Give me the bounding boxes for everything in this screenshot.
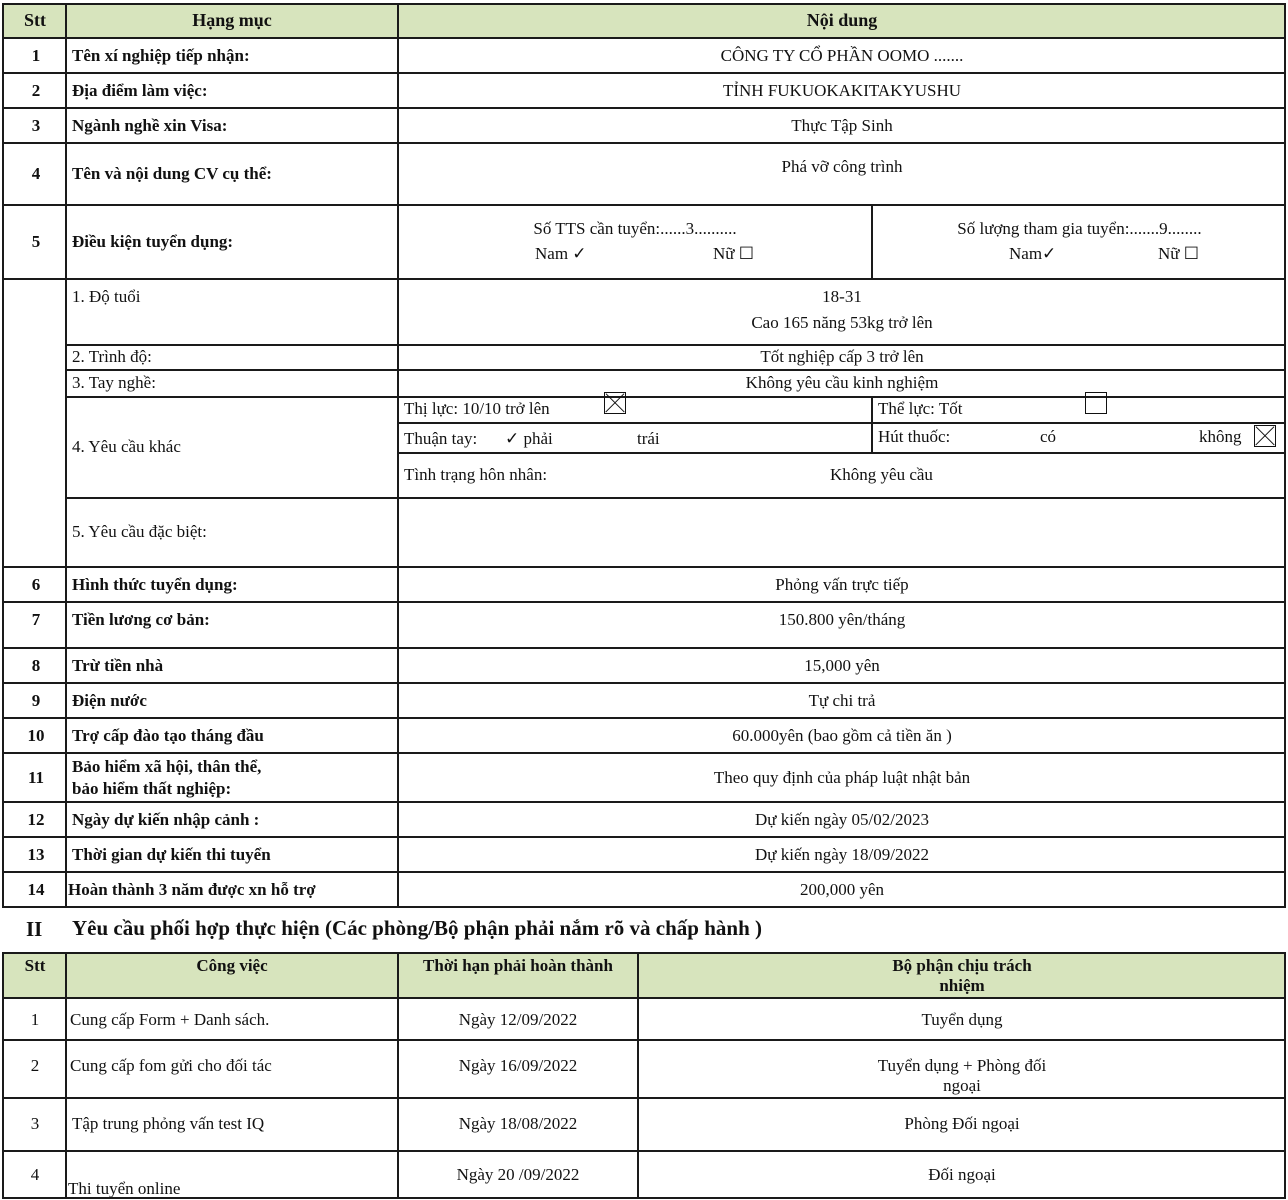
trainees-needed: Số TTS cần tuyển:......3.......... — [533, 219, 737, 238]
row-label: Trừ tiền nhà — [72, 656, 164, 675]
marital-label: Tình trạng hôn nhân: — [404, 465, 548, 484]
task-number: 2 — [30, 1056, 40, 1075]
insurance: Theo quy định của pháp luật nhật bản — [713, 768, 971, 787]
table2-header-stt: Stt — [24, 956, 46, 975]
row-number: 7 — [31, 610, 41, 629]
fitness-checkbox[interactable] — [1085, 392, 1107, 414]
task-deadline: Ngày 20 /09/2022 — [456, 1165, 580, 1184]
education-value: Tốt nghiệp cấp 3 trở lên — [760, 347, 924, 366]
task-number: 1 — [30, 1010, 40, 1029]
smoking-no: không — [1199, 427, 1242, 446]
task-department: Phòng Đối ngoại — [904, 1114, 1020, 1133]
row-label: Địa điểm làm việc: — [72, 81, 208, 100]
fitness-label: Thể lực: Tốt — [878, 399, 963, 418]
row-label: Hình thức tuyển dụng: — [72, 575, 238, 594]
row-label: Điện nước — [72, 691, 147, 710]
handedness-left: trái — [637, 429, 660, 448]
row-label: Ngày dự kiến nhập cảnh : — [72, 810, 260, 829]
header-category: Hạng mục — [192, 10, 272, 30]
task-department: Tuyển dụng — [921, 1010, 1003, 1029]
task-department: Đối ngoại — [928, 1165, 996, 1184]
height-weight-value: Cao 165 năng 53kg trở lên — [751, 313, 933, 332]
education-label: 2. Trình độ: — [72, 347, 152, 366]
row-label: Ngành nghề xin Visa: — [72, 116, 228, 135]
smoking-yes: có — [1040, 427, 1057, 446]
completion-bonus: 200,000 yên — [799, 880, 885, 899]
row-label: Tiền lương cơ bản: — [72, 610, 210, 629]
recruitment-form: Phỏng vấn trực tiếp — [775, 575, 909, 594]
participants-count: Số lượng tham gia tuyển:.......9........ — [957, 219, 1202, 238]
row-label-line2: bảo hiểm thất nghiệp: — [72, 779, 232, 798]
skill-label: 3. Tay nghề: — [72, 373, 156, 392]
entry-date: Dự kiến ngày 05/02/2023 — [754, 810, 929, 829]
row-number: 12 — [27, 810, 45, 829]
eyesight-label: Thị lực: 10/10 trở lên — [404, 399, 550, 418]
row-number: 10 — [27, 726, 45, 745]
participants-male: Nam✓ — [1009, 244, 1057, 263]
task-name: Cung cấp Form + Danh sách. — [70, 1010, 270, 1029]
row-number: 4 — [31, 164, 41, 183]
task-name: Thi tuyển online — [68, 1179, 181, 1198]
other-requirements-label: 4. Yêu cầu khác — [72, 437, 181, 456]
trainees-female: Nữ ☐ — [713, 244, 754, 263]
row-label-line1: Bảo hiểm xã hội, thân thể, — [72, 757, 262, 776]
task-number: 3 — [30, 1114, 40, 1133]
skill-value: Không yêu cầu kinh nghiệm — [745, 373, 939, 392]
section-number: II — [26, 917, 43, 941]
table2-header-task: Công việc — [196, 956, 268, 975]
row-label: Hoàn thành 3 năm được xn hỗ trợ — [68, 880, 316, 899]
row-label: Trợ cấp đào tạo tháng đầu — [72, 726, 264, 745]
task-department-line1: Tuyển dụng + Phòng đối — [877, 1056, 1047, 1075]
row-label: Tên và nội dung CV cụ thể: — [72, 164, 272, 183]
handedness-label: Thuận tay: — [404, 429, 478, 448]
utilities: Tự chi trả — [808, 691, 876, 710]
smoking-label: Hút thuốc: — [878, 427, 951, 446]
table2-header-deadline: Thời hạn phải hoàn thành — [423, 956, 613, 975]
trainees-male: Nam ✓ — [535, 244, 587, 263]
task-deadline: Ngày 12/09/2022 — [458, 1010, 578, 1029]
special-requirements-label: 5. Yêu cầu đặc biệt: — [72, 522, 207, 541]
basic-salary: 150.800 yên/tháng — [778, 610, 906, 629]
housing-deduction: 15,000 yên — [804, 656, 880, 675]
age-label: 1. Độ tuổi — [72, 287, 141, 306]
visa-occupation: Thực Tập Sinh — [791, 116, 893, 135]
row-number: 6 — [31, 575, 41, 594]
row-label: Thời gian dự kiến thi tuyển — [72, 845, 271, 864]
smoking-no-checked-checkbox[interactable] — [1254, 425, 1276, 447]
task-number: 4 — [30, 1165, 40, 1184]
row-number: 13 — [27, 845, 45, 864]
task-department-line2: ngoại — [943, 1076, 981, 1095]
table2-header-department-line2: nhiệm — [939, 976, 985, 995]
training-allowance: 60.000yên (bao gồm cả tiền ăn ) — [732, 726, 952, 745]
row-label: Điều kiện tuyển dụng: — [72, 232, 234, 251]
work-location: TỈNH FUKUOKAKITAKYUSHU — [722, 81, 962, 100]
section-title: Yêu cầu phối hợp thực hiện (Các phòng/Bộ phận phải nắm rõ và chấp hành ) — [72, 916, 762, 940]
task-name: Cung cấp fom gửi cho đối tác — [70, 1056, 272, 1075]
marital-value: Không yêu cầu — [830, 465, 933, 484]
row-number: 1 — [31, 46, 41, 65]
header-stt: Stt — [24, 10, 46, 30]
row-number: 9 — [31, 691, 41, 710]
row-number: 3 — [31, 116, 41, 135]
row-label: Tên xí nghiệp tiếp nhận: — [72, 46, 250, 65]
table2-header-department-line1: Bộ phận chịu trách — [892, 956, 1032, 975]
task-name: Tập trung phỏng vấn test IQ — [72, 1114, 265, 1133]
row-number: 14 — [27, 880, 45, 899]
task-deadline: Ngày 18/08/2022 — [458, 1114, 578, 1133]
age-value: 18-31 — [822, 287, 862, 306]
eyesight-checked-checkbox[interactable] — [604, 392, 626, 414]
row-number: 5 — [31, 232, 41, 251]
row-number: 11 — [27, 768, 45, 787]
row-number: 8 — [31, 656, 41, 675]
row-number: 2 — [31, 81, 41, 100]
header-content: Nội dung — [806, 10, 878, 30]
exam-date: Dự kiến ngày 18/09/2022 — [754, 845, 929, 864]
job-description: Phá vỡ công trình — [781, 157, 903, 176]
participants-female: Nữ ☐ — [1158, 244, 1199, 263]
handedness-right: ✓ phải — [505, 429, 553, 448]
company-name: CÔNG TY CỔ PHẦN OOMO ....... — [720, 46, 964, 65]
task-deadline: Ngày 16/09/2022 — [458, 1056, 578, 1075]
